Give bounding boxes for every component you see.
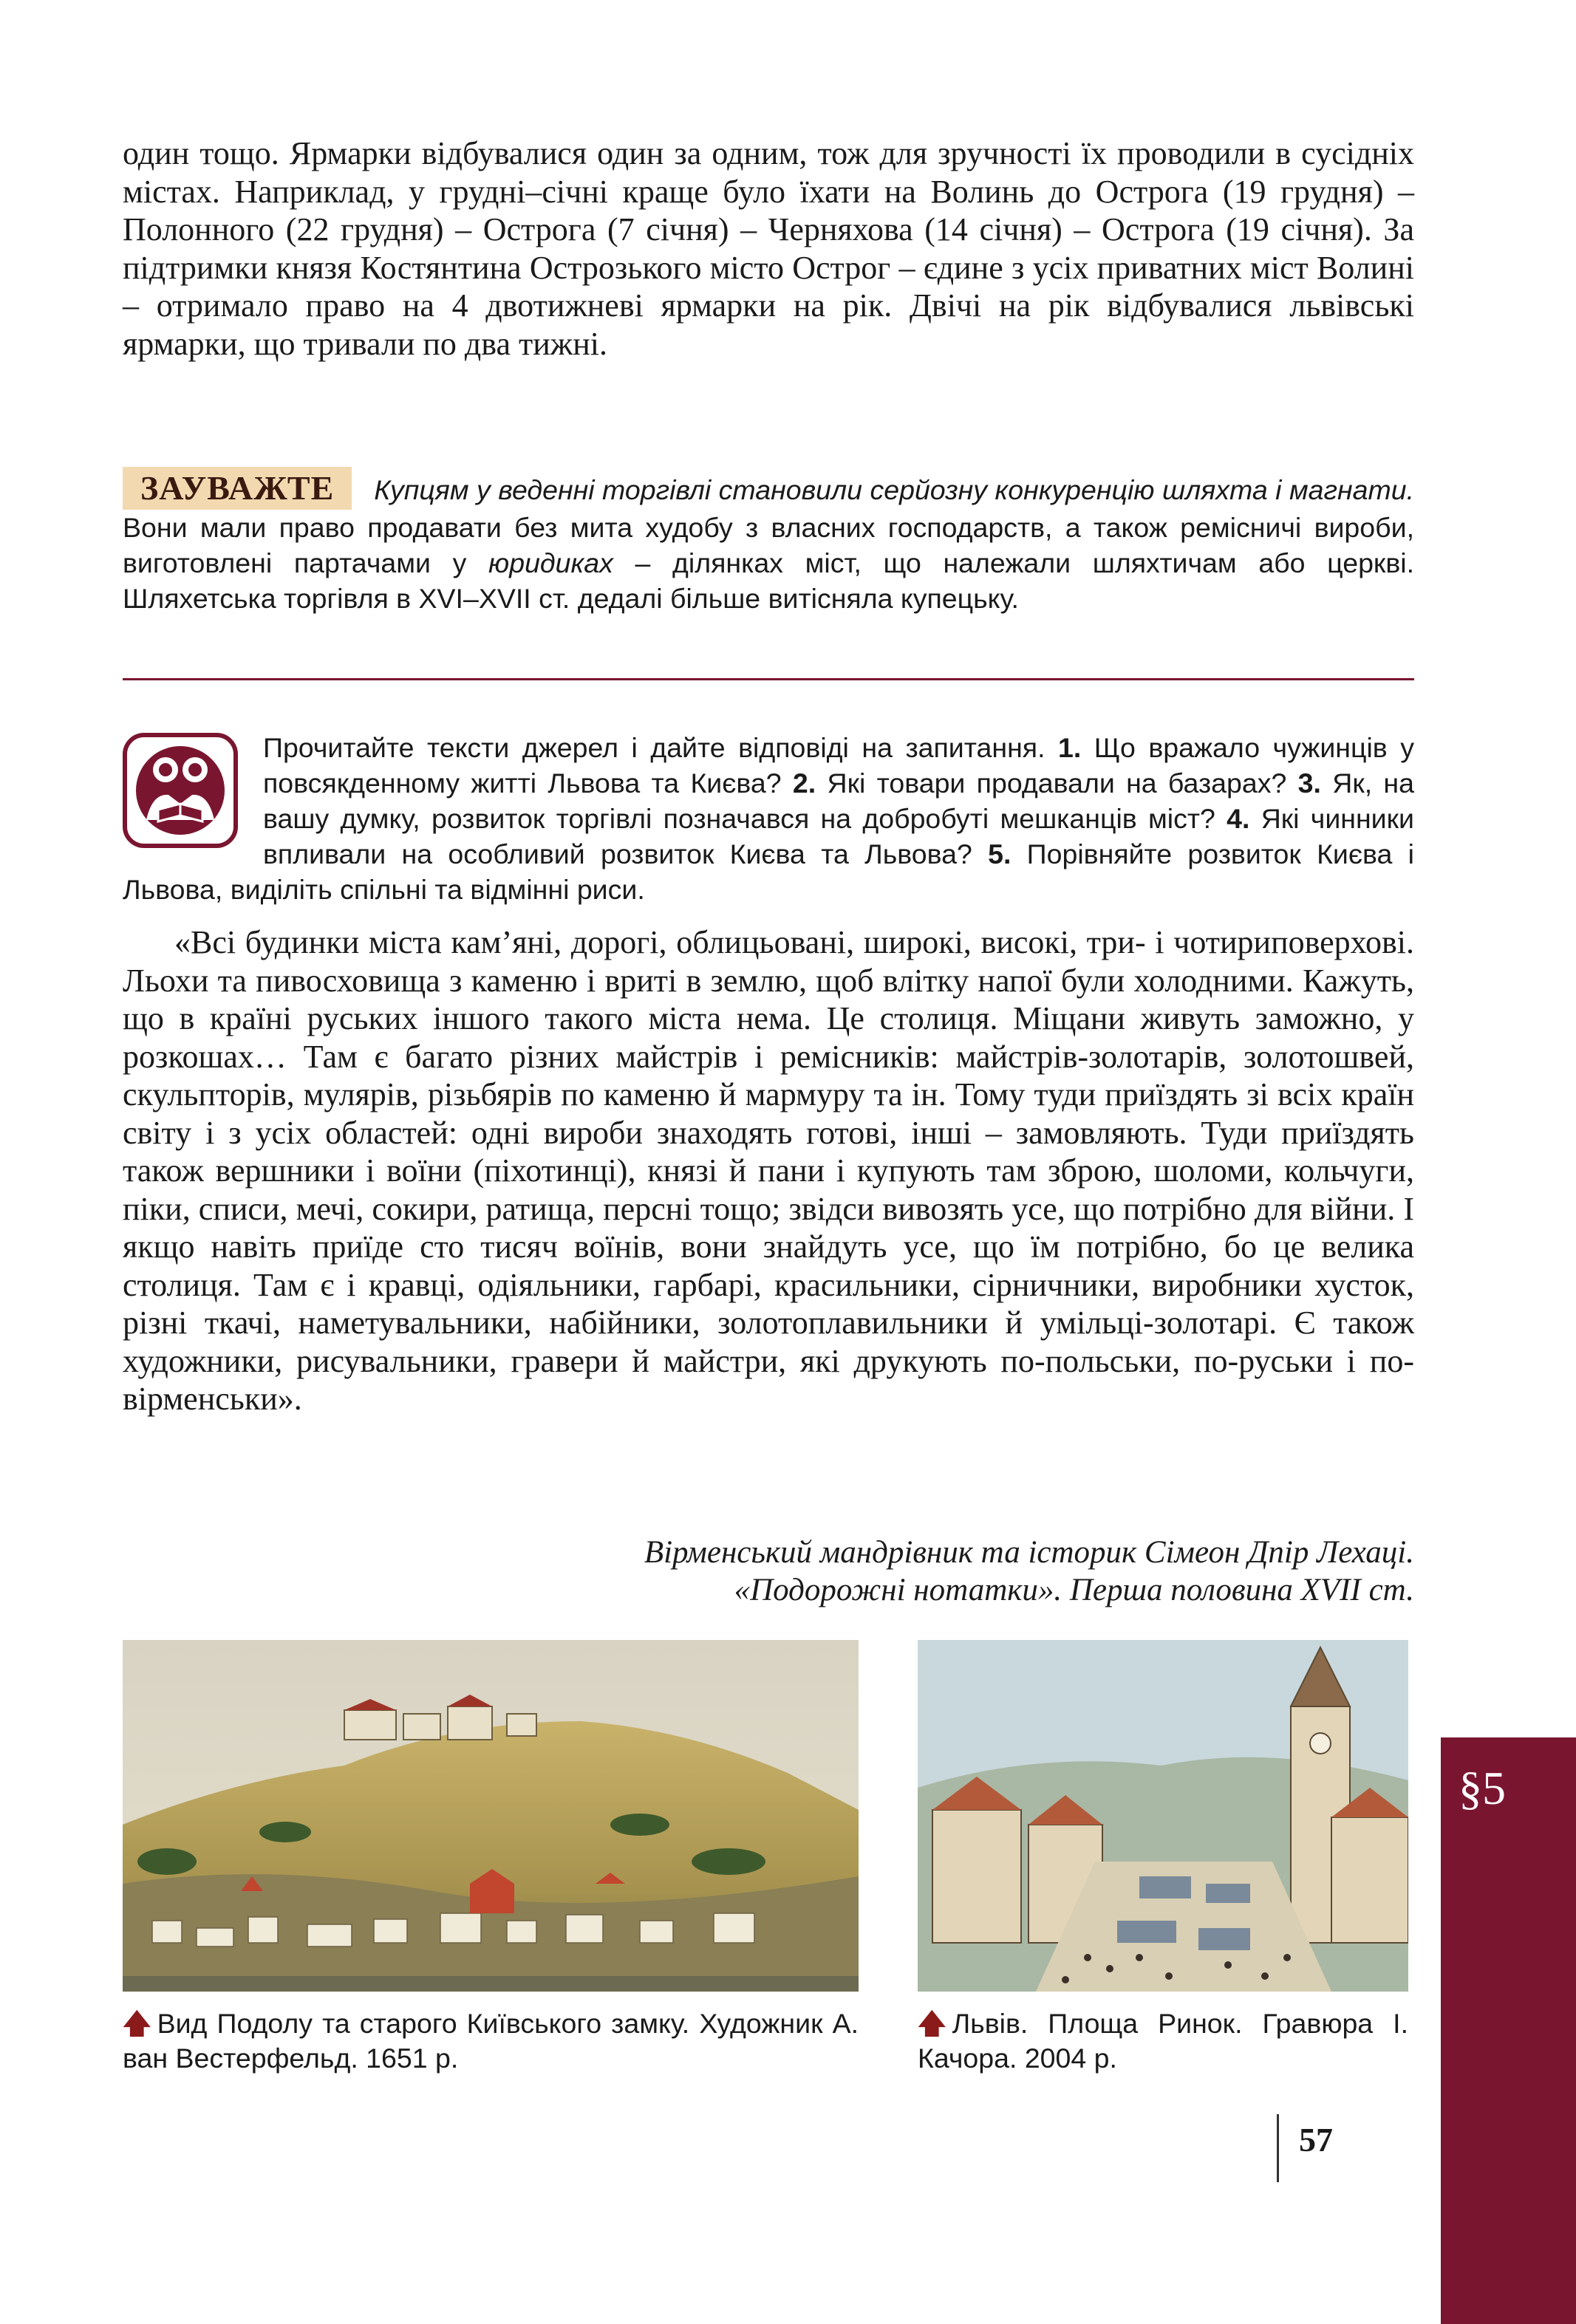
section-tab — [1441, 1737, 1576, 2324]
question-number: 3. — [1297, 768, 1321, 799]
question-text: Які чинники впливали на особливий розвиток Києва та Львова? — [263, 803, 1414, 869]
note-label: ЗАУВАЖТЕ — [123, 467, 352, 510]
question-text: Порівняйте розвиток Києва і Львова, виділіть спільні та відмінні риси. — [123, 838, 1414, 905]
page-number-rule — [1277, 2114, 1279, 2182]
note-text-1: Вони мали право продавати без мита худобу з власних господарств, а також ремісничі вироби, виготовлені партачами у — [123, 512, 1414, 578]
note-term: юридиках — [488, 547, 613, 578]
caption-kyiv — [123, 2006, 859, 2076]
caption-lviv — [918, 2006, 1408, 2076]
attribution-author: Вірменський мандрівник та історик Сімеон Дпір Лехаці. — [644, 1535, 1414, 1570]
lviv-market-square-engraving — [918, 1640, 1408, 1992]
paragraph-fairs: один тощо. Ярмарки відбувалися один за одним, тож для зручності їх проводили в сусідніх містах. Наприклад, у грудні–січні краще було їхати на Волинь до Острога (19 грудня) – Полонного (22 грудня) – Острога (7 січня) – Черняхова (14 січня) – Острога (19 січня). За підтримки князя Костянтина Острозького місто Острог – єдине з усіх приватних міст Волині – отримало право на 4 двотижневі ярмарки на рік. Двічі на рік відбувалися львівські ярмарки, що тривали по два тижні. — [123, 135, 1414, 362]
note-block — [123, 467, 1414, 616]
question-number: 5. — [988, 838, 1012, 869]
note-text-2: – ділянках міст, що належали шляхтичам або церкві. Шляхетська торгівля в XVI–XVII ст. дедалі більше витісняла купецьку. — [123, 547, 1415, 614]
section-tab-label: §5 — [1459, 1762, 1506, 1814]
caption-lviv-text: Львів. Площа Ринок. Гравюра І. Качора. 2004 р. — [918, 2008, 1408, 2074]
caption-kyiv-text: Вид Подолу та старого Київського замку. Художник А. ван Вестерфельд. 1651 р. — [123, 2008, 859, 2074]
quote-attribution — [380, 1534, 1414, 1609]
attribution-work: «Подорожні нотатки». Перша половина XVII ст. — [734, 1573, 1414, 1607]
question-text: Які товари продавали на базарах? — [816, 768, 1298, 799]
section-divider — [123, 678, 1414, 680]
task-block — [123, 730, 1414, 907]
question-number: 2. — [792, 768, 816, 799]
question-number: 4. — [1227, 803, 1250, 834]
note-lead: Купцям у веденні торгівлі становили серйозну конкуренцію шляхта і магнати. — [374, 474, 1414, 505]
question-text: Як, на вашу думку, розвиток торгівлі позначався на добробуті мешканців міст? — [263, 768, 1415, 834]
kyiv-podil-painting — [123, 1640, 859, 1992]
task-intro: Прочитайте тексти джерел і дайте відповіді на запитання. — [263, 732, 1059, 763]
arrow-up-icon: 🡅 — [918, 2008, 946, 2039]
arrow-up-icon: 🡅 — [123, 2008, 151, 2039]
page-number: 57 — [1299, 2121, 1333, 2159]
question-text: Що вражало чужинців у повсякденному житті Львова та Києва? — [263, 732, 1414, 799]
source-quote: «Всі будинки міста кам’яні, дорогі, облицьовані, широкі, високі, три- і чотириповерхові. Льохи та пивосховища з каменю і вриті в землю, щоб влітку напої були холодними. Кажуть, що в країні руських іншого такого міста нема. Це столиця. Міщани живуть заможно, у розкошах… Там є багато різних майстрів і ремісників: майстрів-золотарів, золотошвей, скульпторів, мулярів, різьбярів по каменю й мармуру та ін. Тому туди приїздять зі всіх країн світу і з усіх областей: одні вироби знаходять готові, інші – замовляють. Туди приїздять також вершники і воїни (піхотинці), князі й пани і купують там зброю, шоломи, кольчуги, піки, списи, мечі, сокири, ратища, персні тощо; звідси вивозять усе, що потрібно для війни. І якщо навіть приїде сто тисяч воїнів, вони знайдуть усе, що їм потрібно, бо це велика столиця. Там є і кравці, одіяльники, гарбарі, красильники, сірничники, виробники хусток, різні ткачі, наметувальники, набійники, золотоплавильники й умільці-золотарі. Є також художники, рисувальники, гравери й майстри, які друкують по-польськи, по-руськи і по-вірменськи». — [123, 924, 1414, 1417]
question-number: 1. — [1058, 732, 1082, 763]
